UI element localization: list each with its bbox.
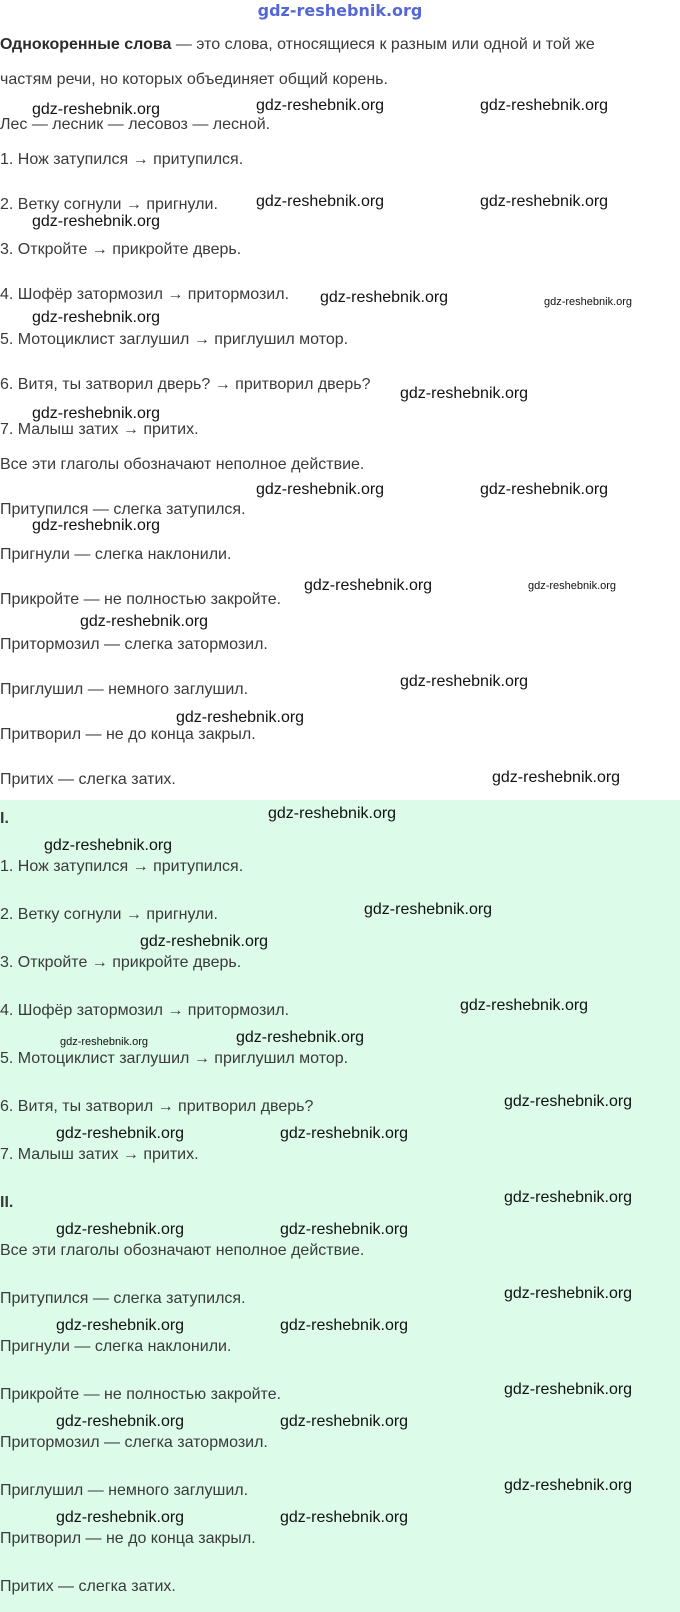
top-meaning-4: Притормозил — слегка затормозил. — [0, 636, 268, 653]
bottom-meaning-3: Прикройте — не полностью закройте. — [0, 1386, 282, 1403]
watermark: gdz-reshebnik.org — [504, 1381, 633, 1398]
bottom-meaning-7: Притих — слегка затих. — [0, 1578, 176, 1595]
watermark: gdz-reshebnik.org — [280, 1317, 409, 1334]
definition-line-2: частям речи, но которых объединяет общий корень. — [0, 71, 388, 88]
watermark: gdz-reshebnik.org — [492, 769, 621, 786]
watermark: gdz-reshebnik.org — [304, 577, 433, 594]
example-line: Лес — лесник — лесовоз — лесной. — [0, 116, 271, 133]
top-sentence-7: 7. Малыш затих → притих. — [0, 421, 199, 438]
top-meaning-2: Пригнули — слегка наклонили. — [0, 546, 232, 563]
watermark: gdz-reshebnik.org — [32, 101, 161, 118]
top-sentence-3: 3. Откройте → прикройте дверь. — [0, 241, 242, 258]
top-meaning-3: Прикройте — не полностью закройте. — [0, 591, 282, 608]
watermark: gdz-reshebnik.org — [504, 1093, 633, 1110]
watermark: gdz-reshebnik.org — [56, 1125, 185, 1142]
top-meaning-6: Притворил — не до конца закрыл. — [0, 726, 256, 743]
watermark: gdz-reshebnik.org — [460, 997, 589, 1014]
watermark: gdz-reshebnik.org — [528, 580, 617, 592]
watermark: gdz-reshebnik.org — [268, 805, 397, 822]
watermark: gdz-reshebnik.org — [60, 1036, 149, 1048]
top-meaning-5: Приглушил — немного заглушил. — [0, 681, 249, 698]
bottom-sentence-5: 5. Мотоциклист заглушил → приглушил мотор. — [0, 1050, 349, 1067]
watermark: gdz-reshebnik.org — [480, 481, 609, 498]
watermark: gdz-reshebnik.org — [140, 933, 269, 950]
watermark: gdz-reshebnik.org — [280, 1413, 409, 1430]
watermark: gdz-reshebnik.org — [504, 1285, 633, 1302]
watermark: gdz-reshebnik.org — [32, 517, 161, 534]
definition-line-1 — [0, 36, 595, 54]
top-sentence-4: 4. Шофёр затормозил → притормозил. — [0, 286, 290, 303]
watermark: gdz-reshebnik.org — [256, 193, 385, 210]
watermark: gdz-reshebnik.org — [280, 1221, 409, 1238]
watermark: gdz-reshebnik.org — [280, 1125, 409, 1142]
bottom-meaning-4: Притормозил — слегка затормозил. — [0, 1434, 268, 1451]
bottom-sentence-3: 3. Откройте → прикройте дверь. — [0, 954, 242, 971]
watermark: gdz-reshebnik.org — [236, 1029, 365, 1046]
watermark: gdz-reshebnik.org — [32, 213, 161, 230]
bottom-meaning-1: Притупился — слегка затупился. — [0, 1290, 246, 1307]
bottom-sentence-4: 4. Шофёр затормозил → притормозил. — [0, 1002, 290, 1019]
watermark: gdz-reshebnik.org — [504, 1189, 633, 1206]
watermark: gdz-reshebnik.org — [400, 673, 529, 690]
watermark: gdz-reshebnik.org — [256, 481, 385, 498]
watermark: gdz-reshebnik.org — [320, 289, 449, 306]
top-sentence-5: 5. Мотоциклист заглушил → приглушил мотор. — [0, 331, 349, 348]
watermark: gdz-reshebnik.org — [80, 613, 209, 630]
top-sentence-6: 6. Витя, ты затворил дверь? → притворил дверь? — [0, 376, 371, 393]
watermark: gdz-reshebnik.org — [32, 309, 161, 326]
watermark: gdz-reshebnik.org — [400, 385, 529, 402]
site-header-link[interactable]: gdz-reshebnik.org — [257, 1, 423, 20]
bottom-sentence-2: 2. Ветку согнули → пригнули. — [0, 906, 218, 923]
watermark: gdz-reshebnik.org — [364, 901, 493, 918]
watermark: gdz-reshebnik.org — [56, 1509, 185, 1526]
bottom-sentence-6: 6. Витя, ты затворил → притворил дверь? — [0, 1098, 314, 1115]
watermark: gdz-reshebnik.org — [56, 1317, 185, 1334]
watermark: gdz-reshebnik.org — [56, 1413, 185, 1430]
section-2-label: II. — [0, 1194, 14, 1211]
watermark: gdz-reshebnik.org — [44, 837, 173, 854]
bottom-meaning-6: Притворил — не до конца закрыл. — [0, 1530, 256, 1547]
top-sentence-1: 1. Нож затупился → притупился. — [0, 151, 244, 168]
watermark: gdz-reshebnik.org — [176, 709, 305, 726]
bottom-sentence-7: 7. Малыш затих → притих. — [0, 1146, 199, 1163]
watermark: gdz-reshebnik.org — [544, 296, 633, 308]
watermark: gdz-reshebnik.org — [56, 1221, 185, 1238]
definition-text: — это слова, относящиеся к разным или одной и той же — [171, 36, 595, 53]
watermark: gdz-reshebnik.org — [32, 405, 161, 422]
watermark: gdz-reshebnik.org — [480, 97, 609, 114]
watermark: gdz-reshebnik.org — [504, 1477, 633, 1494]
top-meaning-7: Притих — слегка затих. — [0, 771, 176, 788]
watermark: gdz-reshebnik.org — [256, 97, 385, 114]
definition-term: Однокоренные слова — [0, 36, 172, 53]
section-1-label: I. — [0, 810, 9, 827]
top-sentence-2: 2. Ветку согнули → пригнули. — [0, 196, 218, 213]
watermark: gdz-reshebnik.org — [480, 193, 609, 210]
top-meaning-1: Притупился — слегка затупился. — [0, 501, 246, 518]
bottom-meaning-2: Пригнули — слегка наклонили. — [0, 1338, 232, 1355]
watermark: gdz-reshebnik.org — [280, 1509, 409, 1526]
top-conclusion: Все эти глаголы обозначают неполное действие. — [0, 456, 365, 473]
bottom-conclusion: Все эти глаголы обозначают неполное действие. — [0, 1242, 365, 1259]
bottom-meaning-5: Приглушил — немного заглушил. — [0, 1482, 249, 1499]
bottom-sentence-1: 1. Нож затупился → притупился. — [0, 858, 244, 875]
